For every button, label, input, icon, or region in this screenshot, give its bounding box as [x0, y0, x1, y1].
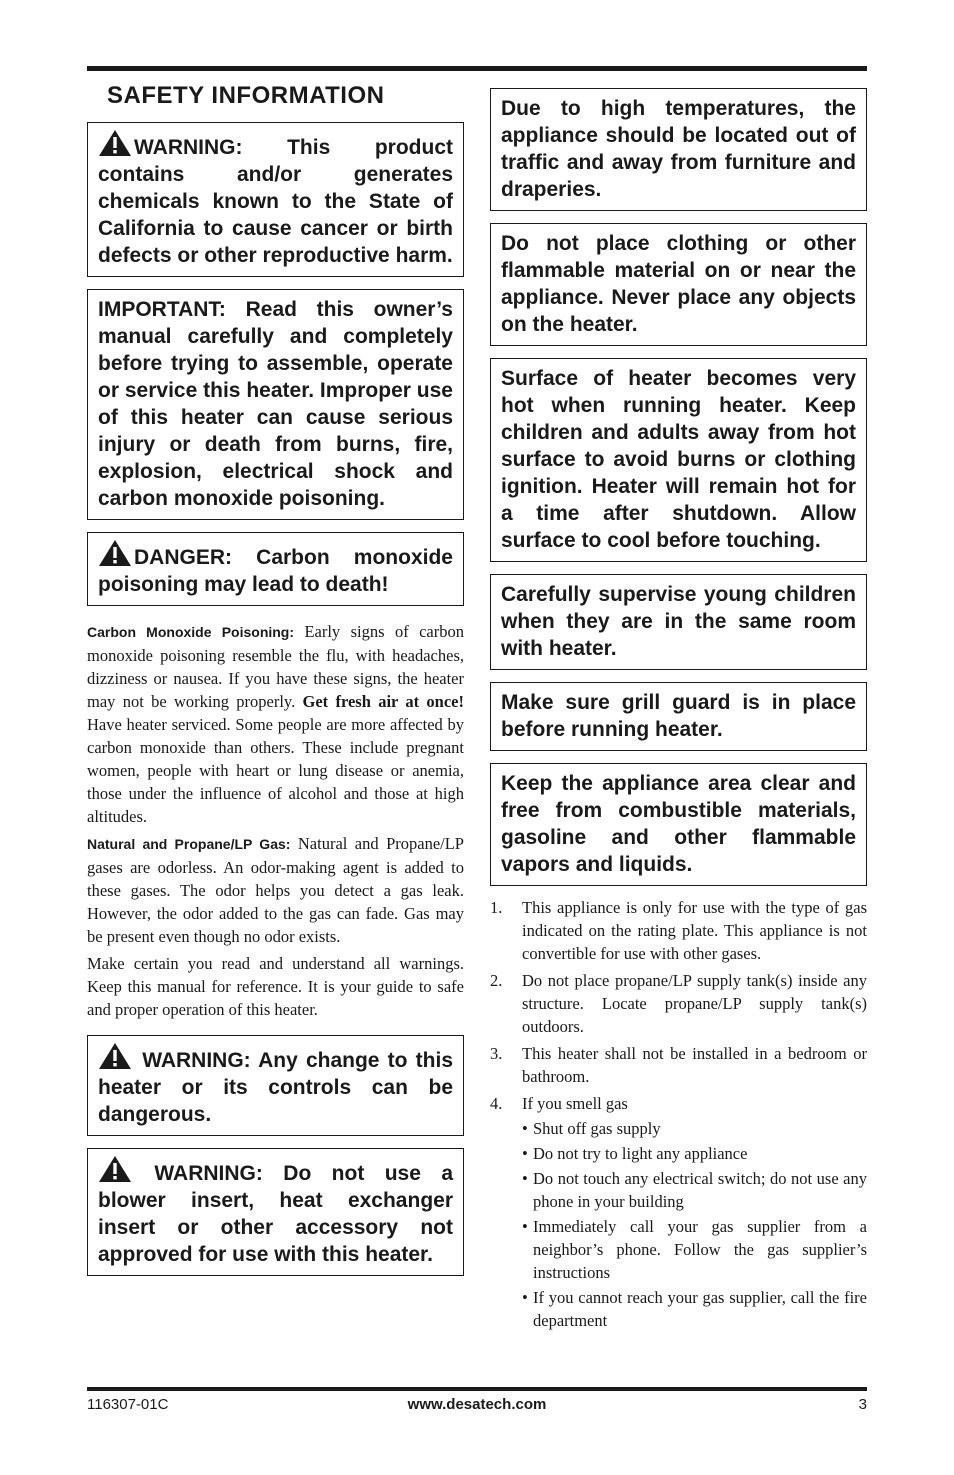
- website-link[interactable]: www.desatech.com: [407, 1396, 547, 1413]
- co-paragraph: [87, 620, 464, 828]
- important-box: [87, 289, 464, 520]
- warning-label: WARNING:: [134, 136, 243, 159]
- warning-triangle-icon: [98, 1155, 132, 1183]
- bullet-text: Do not try to light any appliance: [533, 1144, 748, 1163]
- grill-guard-text: Make sure grill guard is in place before running heater.: [501, 691, 856, 741]
- list-text: This appliance is only for use with the type of gas indicated on the rating plate. This appliance is not convertible for use with other gases.: [522, 898, 867, 963]
- danger-label: DANGER:: [134, 546, 232, 569]
- bullet-text: Immediately call your gas supplier from a neighbor’s phone. Follow the gas supplier’s instructions: [533, 1217, 867, 1282]
- area-clear-box: [490, 763, 867, 886]
- safety-numbered-list: [490, 896, 867, 1332]
- warning-blower-box: [87, 1148, 464, 1276]
- bullet-mark: •: [522, 1169, 528, 1188]
- important-text: IMPORTANT: Read this owner’s manual carefully and completely before trying to assemble, operate or service this heater. Improper use of this heater can cause serious injury or death from burns, fire, explosion, electrical shock and carbon monoxide poisoning.: [98, 298, 453, 510]
- list-text: Do not place propane/LP supply tank(s) inside any structure. Locate propane/LP supply tank(s) outdoors.: [522, 971, 867, 1036]
- area-clear-text: Keep the appliance area clear and free from combustible materials, gasoline and other flammable vapors and liquids.: [501, 772, 856, 876]
- co-text-2: Have heater serviced. Some people are more affected by carbon monoxide than others. These include pregnant women, people with heart or lung disease or anemia, those under the influence of alcohol and those at high altitudes.: [87, 715, 464, 826]
- supervise-text: Carefully supervise young children when they are in the same room with heater.: [501, 583, 856, 660]
- gas-paragraph: [87, 832, 464, 948]
- hot-surface-text: Surface of heater becomes very hot when running heater. Keep children and adults away from hot surface to avoid burns or clothing ignition. Heater will remain hot for a time after shutdown. Allow surface to cool before touching.: [501, 367, 856, 552]
- hot-surface-box: [490, 358, 867, 562]
- warning-triangle-icon: [98, 539, 132, 567]
- warning-triangle-icon: [98, 129, 132, 157]
- grill-guard-box: [490, 682, 867, 751]
- bullet-item: [522, 1286, 867, 1332]
- bullet-item: [522, 1142, 867, 1165]
- co-lead: Carbon Monoxide Poisoning:: [87, 624, 295, 640]
- list-item: [490, 1092, 867, 1332]
- section-title: SAFETY INFORMATION: [107, 82, 385, 109]
- bullet-mark: •: [522, 1119, 528, 1138]
- list-item: [490, 1042, 867, 1088]
- list-item: [490, 969, 867, 1038]
- bullet-text: Shut off gas supply: [533, 1119, 661, 1138]
- bullet-item: [522, 1215, 867, 1284]
- part-number: 116307-01C: [87, 1396, 169, 1413]
- bullet-text: If you cannot reach your gas supplier, call the fire department: [533, 1288, 867, 1330]
- gas-smell-bullets: [522, 1117, 867, 1332]
- high-temp-text: Due to high temperatures, the appliance should be located out of traffic and away from furniture and draperies.: [501, 97, 856, 201]
- co-text-1: Early signs of carbon monoxide poisoning resemble the flu, with headaches, dizziness or nausea. If you have these signs, the heater may not be working properly.: [87, 622, 465, 711]
- list-text: If you smell gas: [522, 1094, 628, 1113]
- danger-box: [87, 532, 464, 606]
- bullet-item: [522, 1117, 867, 1140]
- high-temp-box: [490, 88, 867, 211]
- read-paragraph: Make certain you read and understand all warnings. Keep this manual for reference. It is your guide to safe and proper operation of this heater.: [87, 954, 464, 1019]
- list-item: [490, 896, 867, 965]
- danger-text: Carbon monoxide poisoning may lead to death!: [98, 546, 453, 596]
- list-number: 2.: [490, 971, 503, 990]
- list-number: 3.: [490, 1044, 503, 1063]
- bullet-item: [522, 1167, 867, 1213]
- list-number: 1.: [490, 898, 503, 917]
- co-bold: Get fresh air at once!: [302, 692, 464, 711]
- bottom-rule: [87, 1387, 867, 1391]
- bullet-mark: •: [522, 1144, 528, 1163]
- gas-lead: Natural and Propane/LP Gas:: [87, 836, 291, 852]
- list-number: 4.: [490, 1094, 503, 1113]
- clothing-box: [490, 223, 867, 346]
- right-column: [490, 88, 867, 1336]
- warning-change-box: [87, 1035, 464, 1136]
- supervise-box: [490, 574, 867, 670]
- page-number: 3: [858, 1396, 867, 1413]
- warning-chemicals-box: [87, 122, 464, 277]
- clothing-text: Do not place clothing or other flammable material on or near the appliance. Never place any objects on the heater.: [501, 232, 856, 336]
- warning-text: This product contains and/or generates chemicals known to the State of California to cause cancer or birth defects or other reproductive harm.: [98, 136, 453, 267]
- bullet-text: Do not touch any electrical switch; do not use any phone in your building: [533, 1169, 867, 1211]
- left-column: [87, 80, 464, 1276]
- warning-triangle-icon: [98, 1042, 132, 1070]
- bullet-mark: •: [522, 1217, 528, 1236]
- list-text: This heater shall not be installed in a bedroom or bathroom.: [522, 1044, 867, 1086]
- warning-change-text: WARNING: Any change to this heater or its controls can be dangerous.: [98, 1049, 453, 1126]
- bullet-mark: •: [522, 1288, 528, 1307]
- top-rule: [87, 66, 867, 71]
- warning-blower-text: WARNING: Do not use a blower insert, heat exchanger insert or other accessory not approved for use with this heater.: [98, 1162, 453, 1266]
- gas-text: Natural and Propane/LP gases are odorless. An odor-making agent is added to these gases. The odor helps you detect a gas leak. However, the odor added to the gas can fade. Gas may be present even though no odor exists.: [87, 834, 464, 946]
